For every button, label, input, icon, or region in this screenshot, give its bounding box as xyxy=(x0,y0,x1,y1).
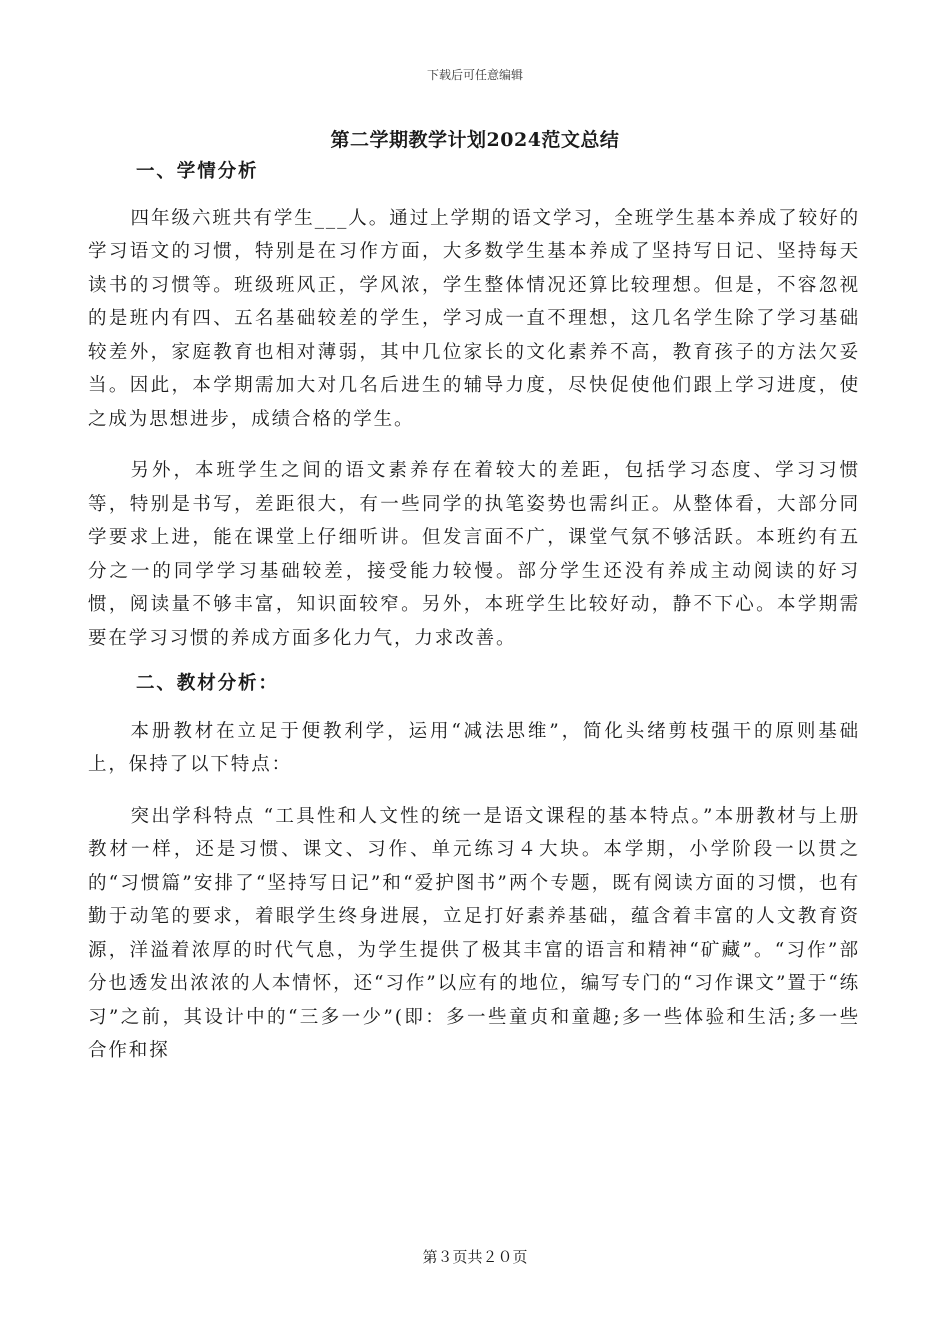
paragraph: 四年级六班共有学生___人。通过上学期的语文学习，全班学生基本养成了较好的学习语文的习惯，特别是在习作方面，大多数学生基本养成了坚持写日记、坚持每天读书的习惯等。班级班风正，学风浓，学生整体情况还算比较理想。但是，不容忽视的是班内有四、五名基础较差的学生，学习成一直不理想，这几名学生除了学习基础较差外，家庭教育也相对薄弱，其中几位家长的文化素养不高，教育孩子的方法欠妥当。因此，本学期需加大对几名后进生的辅导力度，尽快促使他们跟上学习进度，使之成为思想进步，成绩合格的学生。 xyxy=(88,207,860,430)
document-body xyxy=(88,150,860,1068)
paragraph: 突出学科特点 “工具性和人文性的统一是语文课程的基本特点。”本册教材与上册教材一样，还是习惯、课文、习作、单元练习４大块。本学期，小学阶段一以贯之的“习惯篇”安排了“坚持写日记”和“爱护图书”两个专题，既有阅读方面的习惯，也有勤于动笔的要求，着眼学生终身进展，立足打好素养基础，蕴含着丰富的人文教育资源，洋溢着浓厚的时代气息，为学生提供了极其丰富的语言和精神“矿藏”。“习作”部分也透发出浓浓的人本情怀，还“习作”以应有的地位，编写专门的“习作课文”置于“练习”之前，其设计中的“三多一少”(即：多一些童贞和童趣;多一些体验和生活;多一些合作和探 xyxy=(88,805,860,1061)
section-heading-textbook-analysis: 二、教材分析： xyxy=(136,673,279,694)
document-title: 第二学期教学计划2024范文总结 xyxy=(330,129,620,151)
paragraph: 另外，本班学生之间的语文素养存在着较大的差距，包括学习态度、学习习惯等，特别是书写，差距很大，有一些同学的执笔姿势也需纠正。从整体看，大部分同学要求上进，能在课堂上仔细听讲。但发言面不广，课堂气氛不够活跃。本班约有五分之一的同学学习基础较差，接受能力较慢。部分学生还没有养成主动阅读的好习惯，阅读量不够丰富，知识面较窄。另外，本班学生比较好动，静不下心。本学期需要在学习习惯的养成方面多化力气，力求改善。 xyxy=(88,460,860,649)
section-heading-student-analysis: 一、学情分析 xyxy=(136,161,259,182)
page-number-footer: 第３页共２０页 xyxy=(422,1248,528,1266)
paragraph: 本册教材在立足于便教利学，运用“减法思维”，简化头绪剪枝强干的原则基础上，保持了以下特点： xyxy=(88,720,860,775)
header-note: 下载后可任意编辑 xyxy=(426,68,523,82)
